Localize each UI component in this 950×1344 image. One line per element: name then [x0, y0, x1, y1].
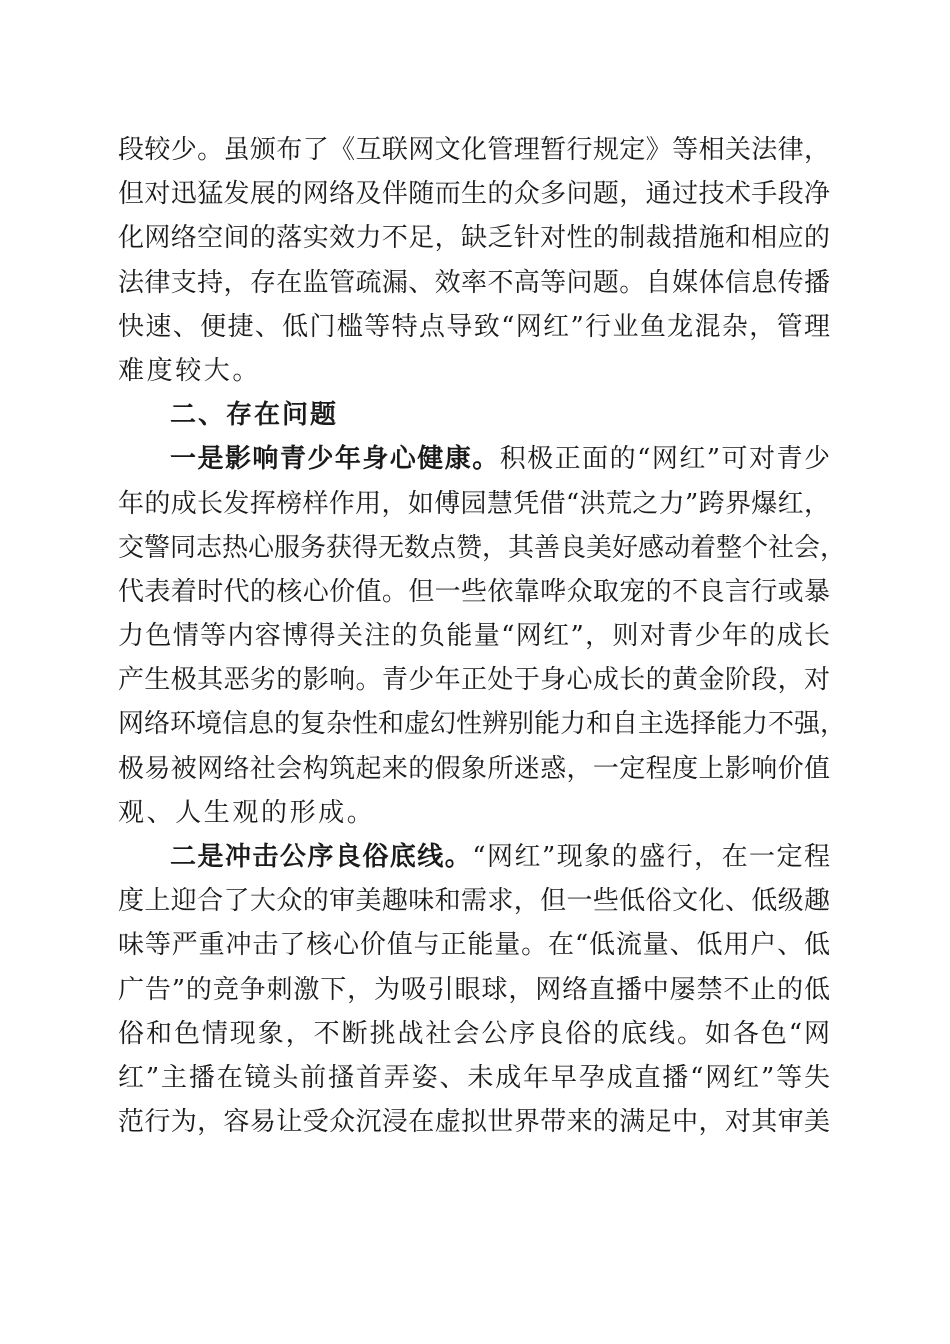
text-line: 范行为，容易让受众沉浸在虚拟世界带来的满足中，对其审美	[118, 1107, 830, 1138]
text-line: 度上迎合了大众的审美趣味和需求，但一些低俗文化、低级趣	[118, 886, 830, 917]
text-line: 极易被网络社会构筑起来的假象所迷惑，一定程度上影响价值	[118, 753, 830, 784]
paragraph-lead: 一是影响青少年身心健康。	[170, 444, 500, 475]
text-line: 红”主播在镜头前搔首弄姿、未成年早孕成直播“网红”等失	[118, 1062, 830, 1093]
paragraph-youth-health	[118, 437, 847, 835]
text-line: 交警同志热心服务获得无数点赞，其善良美好感动着整个社会，	[118, 532, 847, 563]
paragraph-regulation	[118, 128, 830, 393]
text-line: 但对迅猛发展的网络及伴随而生的众多问题，通过技术手段净	[118, 179, 830, 210]
paragraph-first-line	[118, 437, 830, 481]
text-line: 段较少。虽颁布了《互联网文化管理暂行规定》等相关法律，	[118, 135, 830, 165]
text-line: 难度较大。	[118, 355, 262, 386]
text-line: 快速、便捷、低门槛等特点导致“网红”行业鱼龙混杂，管理	[118, 311, 830, 342]
text-line: 网络环境信息的复杂性和虚幻性辨别能力和自主选择能力不强，	[118, 709, 847, 740]
text-line: 观、人生观的形成。	[118, 797, 376, 828]
text-line: 年的成长发挥榜样作用，如傅园慧凭借“洪荒之力”跨界爆红，	[118, 488, 830, 519]
paragraph-lead: 二是冲击公序良俗底线。	[170, 842, 473, 872]
document-body	[118, 128, 847, 1144]
text-line: 代表着时代的核心价值。但一些依靠哗众取宠的不良言行或暴	[118, 576, 830, 607]
text-line: 广告”的竞争刺激下，为吸引眼球，网络直播中屡禁不止的低	[118, 974, 830, 1005]
text-line: 味等严重冲击了核心价值与正能量。在“低流量、低用户、低	[118, 930, 830, 961]
section-heading: 二、存在问题	[170, 400, 339, 431]
text-line: 力色情等内容博得关注的负能量“网红”，则对青少年的成长	[118, 621, 830, 652]
paragraph-public-order	[118, 835, 830, 1144]
text-line: 法律支持，存在监管疏漏、效率不高等问题。自媒体信息传播	[118, 267, 830, 298]
paragraph-first-line-rest: 积极正面的“网红”可对青少	[499, 444, 830, 475]
text-line: 俗和色情现象，不断挑战社会公序良俗的底线。如各色“网	[118, 1018, 830, 1049]
paragraph-first-line	[118, 835, 830, 879]
paragraph-first-line-rest: “网红”现象的盛行，在一定程	[472, 842, 830, 872]
text-line: 化网络空间的落实效力不足，缺乏针对性的制裁措施和相应的	[118, 223, 830, 254]
text-line: 产生极其恶劣的影响。青少年正处于身心成长的黄金阶段，对	[118, 665, 830, 696]
